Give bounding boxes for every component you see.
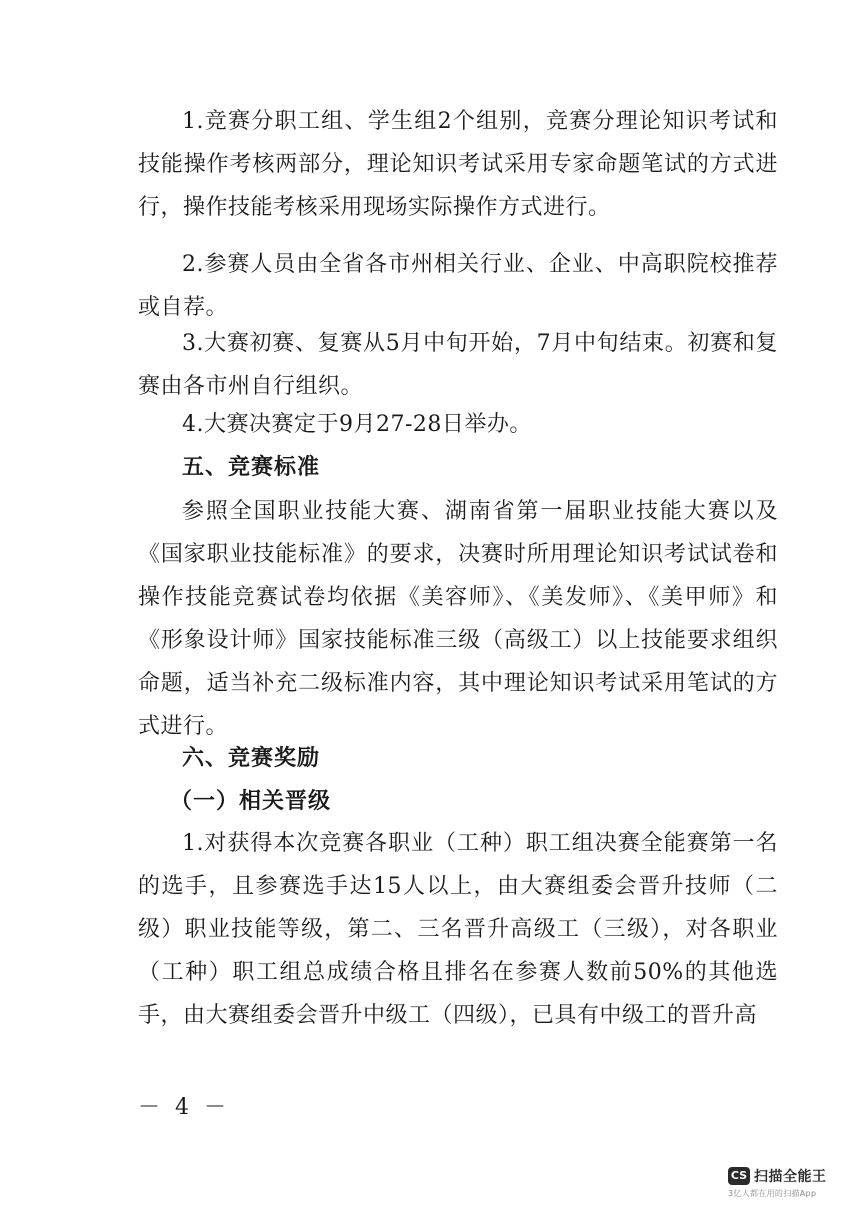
- section-heading-standards: 五、竞赛标准: [182, 455, 321, 480]
- paragraph-schedule: 3.大赛初赛、复赛从5月中旬开始，7月中旬结束。初赛和复赛由各市州自行组织。: [138, 331, 778, 399]
- watermark-app-name: 扫描全能王: [754, 1169, 827, 1185]
- camscanner-logo-icon: CS: [728, 1167, 750, 1185]
- subsection-heading-promotion: （一）相关晋级: [170, 788, 332, 814]
- scanner-watermark: [728, 1166, 838, 1206]
- paragraph-competition-groups: 1.竞赛分职工组、学生组2个组别，竞赛分理论知识考试和技能操作考核两部分，理论知识考试采用专家命题笔试的方式进行，操作技能考核采用现场实际操作方式进行。: [138, 109, 778, 220]
- paragraph-promotion-rules: 1.对获得本次竞赛各职业（工种）职工组决赛全能赛第一名的选手，且参赛选手达15人以上，由大赛组委会晋升技师（二级）职业技能等级，第二、三名晋升高级工（三级），对各职业（工种）职工组总成绩合格且排名在参赛人数前50%的其他选手，由大赛组委会晋升中级工（四级），已具有中级工的晋升高: [138, 831, 778, 1028]
- paragraph-participants: 2.参赛人员由全省各市州相关行业、企业、中高职院校推荐或自荐。: [138, 252, 778, 320]
- paragraph-finals-date: 4.大赛决赛定于9月27-28日举办。: [182, 412, 532, 437]
- page-number: － 4 －: [138, 1095, 230, 1120]
- watermark-tagline: 3亿人都在用的扫描App: [728, 1189, 817, 1198]
- paragraph-standards: 参照全国职业技能大赛、湖南省第一届职业技能大赛以及《国家职业技能标准》的要求，决赛时所用理论知识考试试卷和操作技能竞赛试卷均依据《美容师》、《美发师》、《美甲师》和《形象设计师》国家技能标准三级（高级工）以上技能要求组织命题，适当补充二级标准内容，其中理论知识考试采用笔试的方式进行。: [138, 499, 778, 739]
- section-heading-rewards: 六、竞赛奖励: [182, 746, 321, 771]
